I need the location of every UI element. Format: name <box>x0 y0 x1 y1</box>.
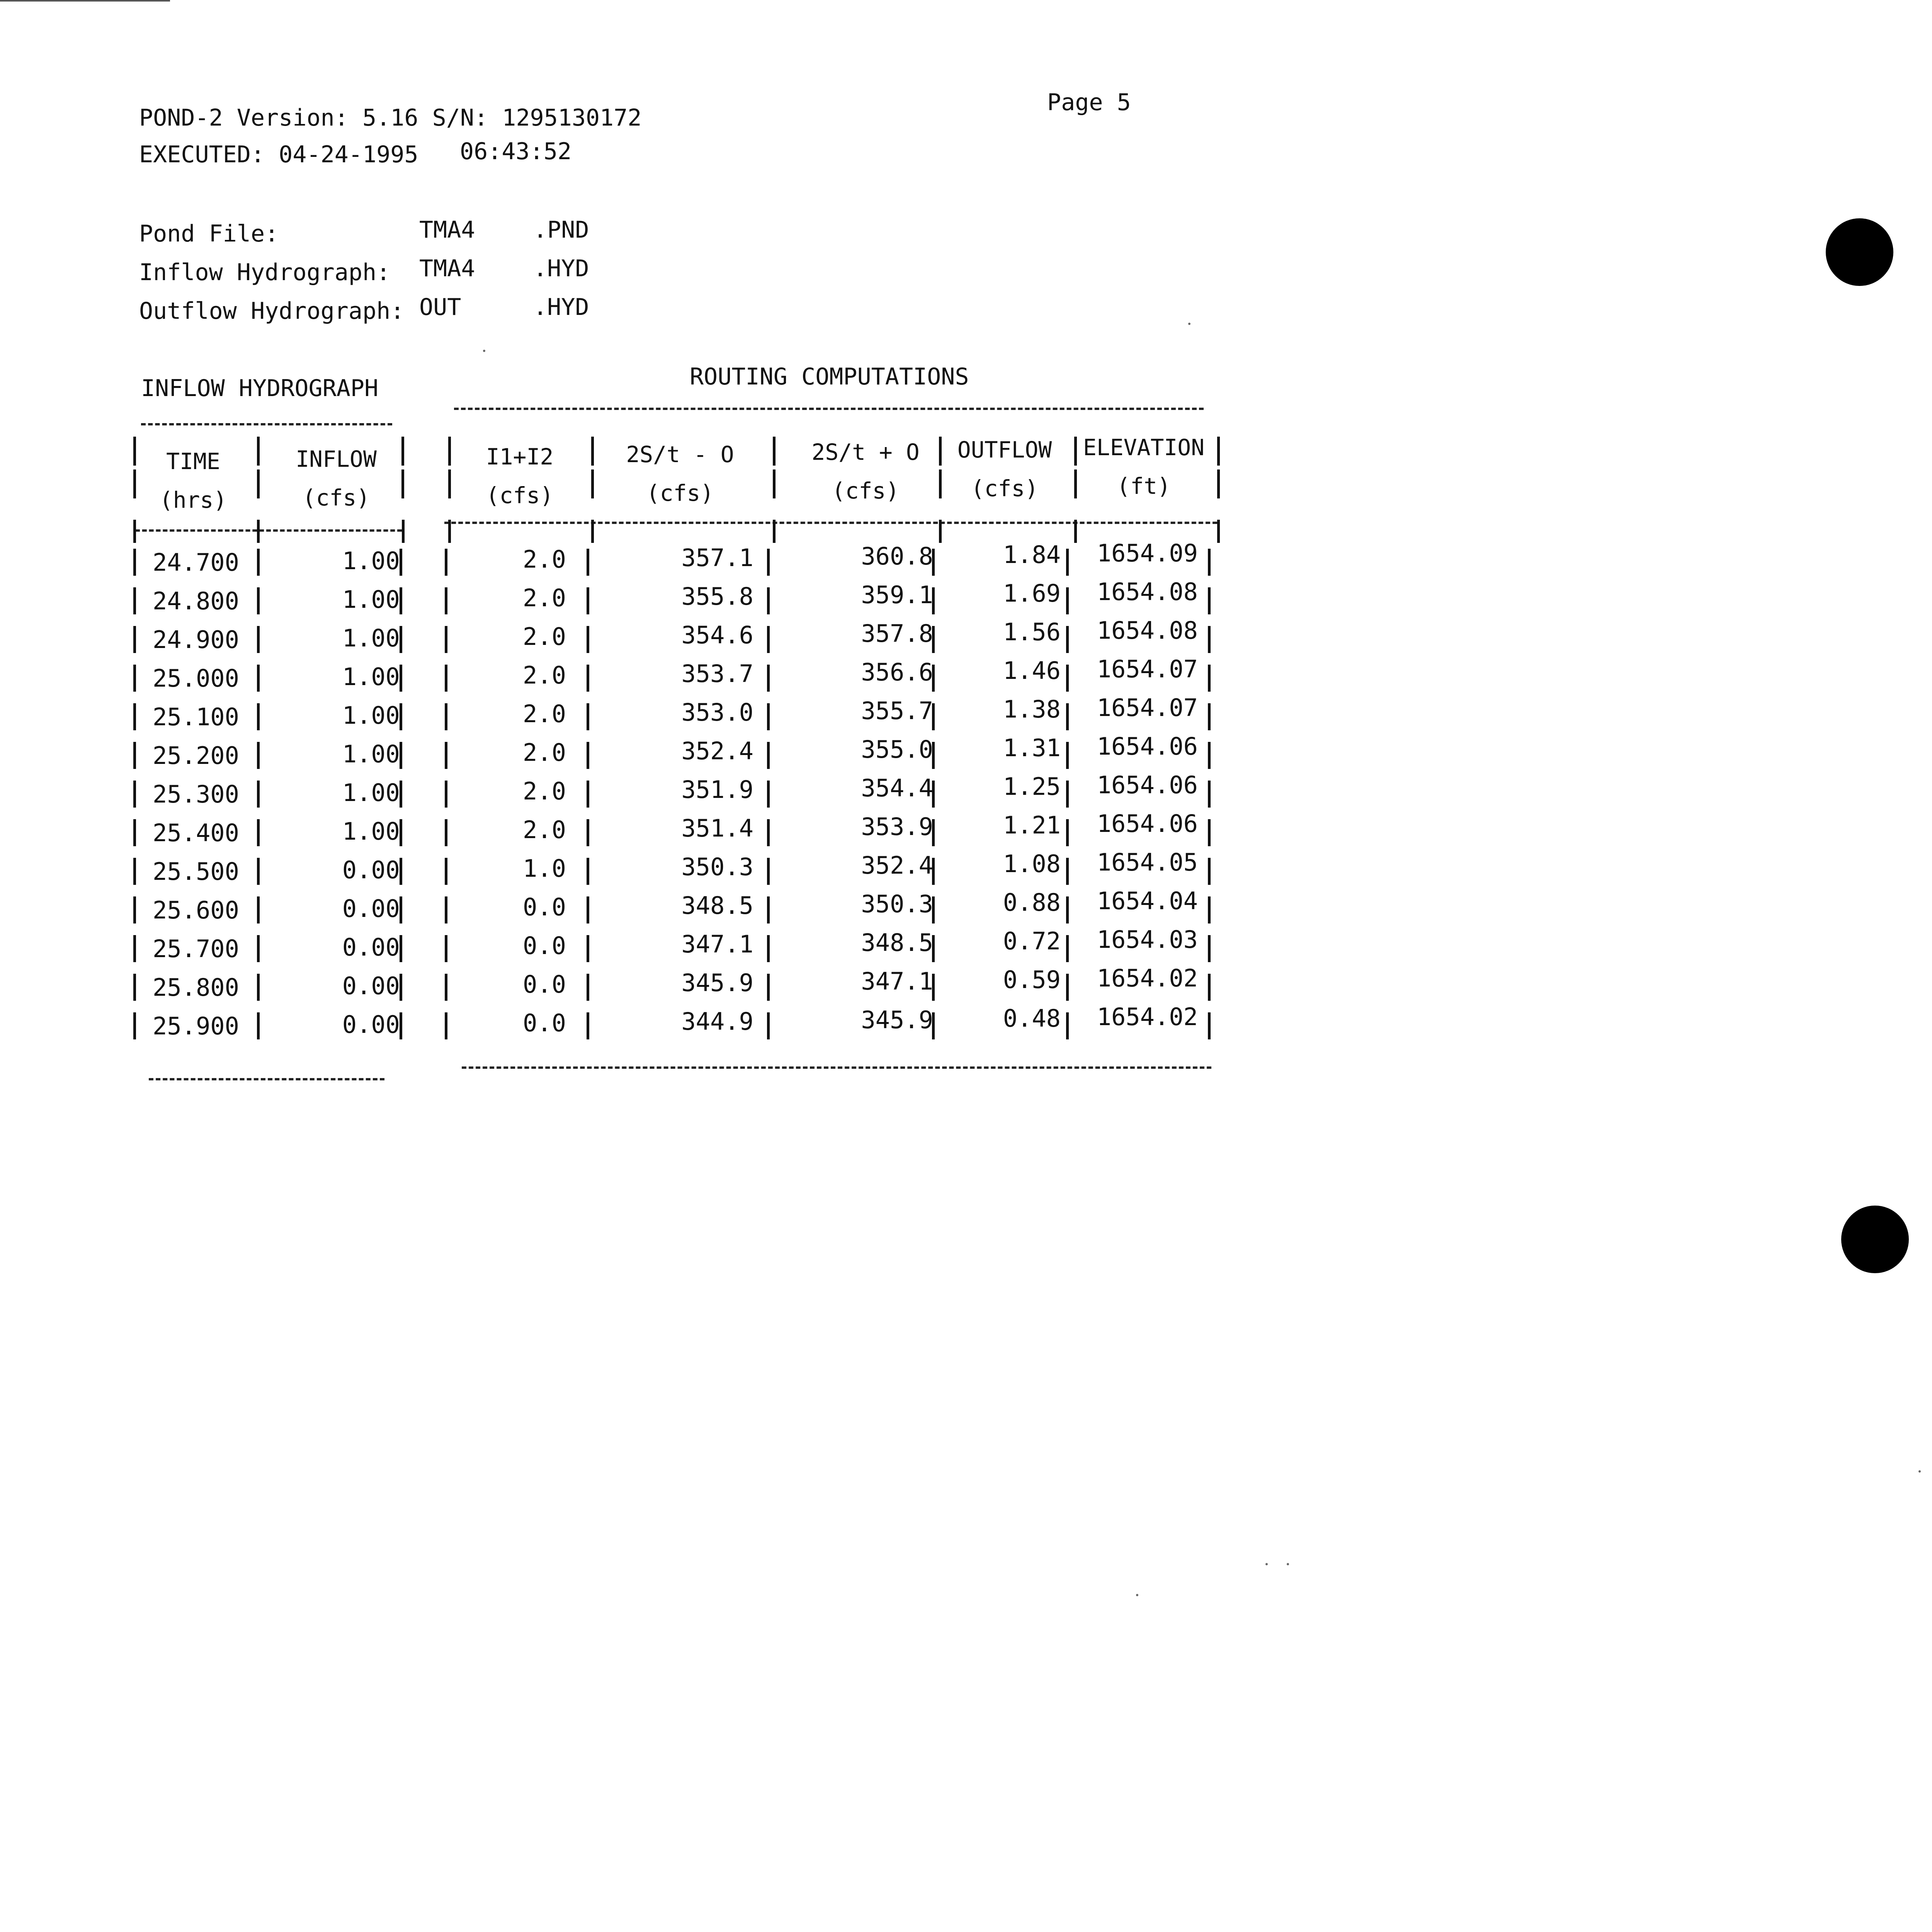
table-cell: 25.800 <box>153 973 239 1002</box>
table-cell: 2.0 <box>523 661 566 689</box>
table-cell: 351.4 <box>681 814 753 842</box>
table-cell: 351.9 <box>681 776 753 804</box>
column-divider <box>591 520 594 543</box>
table-cell: 0.00 <box>342 972 400 1000</box>
table-cell: 1654.02 <box>1097 1003 1198 1031</box>
table-cell: 1654.07 <box>1097 655 1198 683</box>
column-divider <box>1066 742 1069 769</box>
table-cell: 1.84 <box>1003 541 1061 569</box>
column-divider <box>1208 819 1211 846</box>
table-cell: 355.8 <box>681 582 753 611</box>
table-cell: 0.00 <box>342 933 400 961</box>
table-cell: 354.4 <box>861 774 933 802</box>
table-cell: 356.6 <box>861 658 933 686</box>
table-cell: 1654.06 <box>1097 810 1198 838</box>
column-header: INFLOW <box>296 446 377 472</box>
table-cell: 347.1 <box>861 967 933 995</box>
table-cell: 1654.08 <box>1097 578 1198 606</box>
speck <box>1188 323 1190 325</box>
table-cell: 1.21 <box>1003 811 1061 839</box>
table-cell: 25.700 <box>153 935 239 963</box>
program-version-line: POND-2 Version: 5.16 S/N: 1295130172 <box>139 104 642 131</box>
column-divider <box>257 587 260 614</box>
inflow-hydrograph-title: INFLOW HYDROGRAPH <box>141 375 379 402</box>
column-divider <box>1208 935 1211 962</box>
column-divider <box>257 896 260 923</box>
column-divider <box>133 587 136 614</box>
column-divider <box>1208 587 1211 614</box>
table-cell: 345.9 <box>681 969 753 997</box>
column-divider <box>773 520 776 543</box>
column-divider <box>1066 626 1069 653</box>
table-cell: 25.900 <box>153 1012 239 1040</box>
table-cell: 359.1 <box>861 581 933 609</box>
pond-file-label: Pond File: <box>139 220 279 247</box>
table-cell: 1654.07 <box>1097 694 1198 722</box>
column-unit: (ft) <box>1117 473 1171 499</box>
table-cell: 1.00 <box>342 585 400 614</box>
column-divider <box>767 858 770 885</box>
column-divider <box>767 935 770 962</box>
table-cell: 1654.02 <box>1097 964 1198 992</box>
binder-hole-middle <box>1841 1206 1909 1273</box>
inflow-bottom-rule <box>149 1078 384 1080</box>
speck <box>1918 1470 1921 1473</box>
table-cell: 350.3 <box>861 890 933 918</box>
column-divider <box>1208 858 1211 885</box>
column-divider <box>767 742 770 769</box>
speck <box>1265 1563 1268 1565</box>
pond-file-name: TMA4 <box>419 216 475 243</box>
table-cell: 353.0 <box>681 698 753 726</box>
table-cell: 1.08 <box>1003 850 1061 878</box>
table-cell: 24.800 <box>153 587 239 615</box>
column-divider <box>400 781 402 808</box>
table-cell: 25.400 <box>153 819 239 847</box>
column-divider <box>400 587 402 614</box>
column-divider <box>257 626 260 653</box>
column-divider <box>257 742 260 769</box>
column-divider <box>767 974 770 1001</box>
table-cell: 1.31 <box>1003 734 1061 762</box>
table-cell: 1654.09 <box>1097 539 1198 567</box>
column-divider <box>133 665 136 692</box>
page-number: Page 5 <box>1047 89 1131 116</box>
column-divider <box>400 549 402 576</box>
column-divider <box>1066 935 1069 962</box>
column-divider <box>257 819 260 846</box>
speck <box>1287 1563 1289 1565</box>
column-divider <box>257 665 260 692</box>
column-divider <box>1066 665 1069 692</box>
column-divider <box>1074 520 1077 543</box>
table-cell: 347.1 <box>681 930 753 958</box>
column-divider <box>1066 819 1069 846</box>
executed-date: EXECUTED: 04-24-1995 <box>139 141 418 168</box>
column-divider <box>257 549 260 576</box>
outflow-hydrograph-label: Outflow Hydrograph: <box>139 298 405 325</box>
column-divider <box>257 858 260 885</box>
column-divider <box>587 742 589 769</box>
table-cell: 25.100 <box>153 703 239 731</box>
table-cell: 25.500 <box>153 857 239 886</box>
table-cell: 350.3 <box>681 853 753 881</box>
table-cell: 0.00 <box>342 895 400 923</box>
column-divider <box>1208 703 1211 730</box>
column-divider <box>587 665 589 692</box>
scan-edge-mark <box>0 0 170 2</box>
column-unit: (cfs) <box>486 482 554 509</box>
column-divider <box>1066 896 1069 923</box>
pond-file-ext: .PND <box>533 216 589 243</box>
column-divider <box>400 896 402 923</box>
table-cell: 2.0 <box>523 622 566 651</box>
table-cell: 352.4 <box>681 737 753 765</box>
column-divider <box>767 665 770 692</box>
column-divider <box>257 781 260 808</box>
routing-computations-title: ROUTING COMPUTATIONS <box>690 363 969 390</box>
column-divider <box>587 935 589 962</box>
table-cell: 355.0 <box>861 735 933 764</box>
table-cell: 1.0 <box>523 854 566 883</box>
column-divider <box>133 703 136 730</box>
column-divider <box>767 549 770 576</box>
column-divider <box>257 1012 260 1039</box>
column-divider <box>400 935 402 962</box>
table-cell: 1.56 <box>1003 618 1061 646</box>
table-cell: 1.38 <box>1003 695 1061 723</box>
column-divider <box>133 626 136 653</box>
inflow-hydrograph-name: TMA4 <box>419 255 475 282</box>
table-cell: 357.1 <box>681 544 753 572</box>
table-cell: 0.0 <box>523 893 566 921</box>
column-divider <box>1208 549 1211 576</box>
table-cell: 2.0 <box>523 777 566 805</box>
inflow-hydrograph-label: Inflow Hydrograph: <box>139 259 391 286</box>
table-cell: 1.00 <box>342 624 400 652</box>
column-header: OUTFLOW <box>957 437 1052 463</box>
table-cell: 357.8 <box>861 619 933 648</box>
column-divider <box>1208 896 1211 923</box>
column-divider <box>587 549 589 576</box>
column-divider <box>133 935 136 962</box>
table-cell: 25.600 <box>153 896 239 924</box>
column-divider <box>400 626 402 653</box>
table-cell: 2.0 <box>523 700 566 728</box>
table-cell: 1.00 <box>342 817 400 845</box>
column-header: ELEVATION <box>1083 434 1205 461</box>
column-unit: (cfs) <box>832 478 900 504</box>
table-cell: 25.200 <box>153 742 239 770</box>
table-cell: 2.0 <box>523 738 566 767</box>
column-divider <box>257 703 260 730</box>
table-cell: 1.00 <box>342 701 400 730</box>
column-divider <box>400 819 402 846</box>
column-divider <box>767 896 770 923</box>
column-divider <box>133 781 136 808</box>
table-cell: 24.700 <box>153 548 239 577</box>
column-divider <box>1208 665 1211 692</box>
header-separator <box>135 529 402 532</box>
executed-time: 06:43:52 <box>460 138 571 165</box>
column-divider <box>400 665 402 692</box>
column-divider <box>133 858 136 885</box>
column-divider <box>402 520 405 543</box>
column-divider <box>1217 520 1220 543</box>
column-unit: (hrs) <box>159 487 227 513</box>
table-cell: 353.9 <box>861 813 933 841</box>
column-divider <box>133 974 136 1001</box>
table-cell: 1654.06 <box>1097 771 1198 799</box>
table-cell: 2.0 <box>523 584 566 612</box>
table-cell: 348.5 <box>681 891 753 920</box>
column-divider <box>400 1012 402 1039</box>
column-divider <box>400 974 402 1001</box>
column-divider <box>587 626 589 653</box>
table-cell: 355.7 <box>861 697 933 725</box>
header-separator <box>444 522 1217 524</box>
routing-top-rule <box>454 408 1204 410</box>
table-cell: 1.25 <box>1003 772 1061 801</box>
table-cell: 360.8 <box>861 542 933 570</box>
column-divider <box>1208 626 1211 653</box>
table-cell: 345.9 <box>861 1006 933 1034</box>
column-divider <box>1066 781 1069 808</box>
table-cell: 0.00 <box>342 856 400 884</box>
table-cell: 1654.05 <box>1097 848 1198 876</box>
table-cell: 25.000 <box>153 664 239 692</box>
routing-bottom-rule <box>462 1066 1211 1069</box>
outflow-hydrograph-name: OUT <box>419 294 461 321</box>
table-cell: 1.00 <box>342 740 400 768</box>
table-cell: 24.900 <box>153 626 239 654</box>
table-cell: 1.00 <box>342 547 400 575</box>
column-divider <box>1066 549 1069 576</box>
column-divider <box>767 781 770 808</box>
column-divider <box>400 742 402 769</box>
table-cell: 1654.08 <box>1097 616 1198 645</box>
column-unit: (cfs) <box>971 475 1039 502</box>
column-divider <box>257 935 260 962</box>
table-cell: 1.00 <box>342 779 400 807</box>
outflow-hydrograph-ext: .HYD <box>533 294 589 321</box>
column-divider <box>1208 1012 1211 1039</box>
column-divider <box>257 974 260 1001</box>
table-cell: 2.0 <box>523 816 566 844</box>
column-divider <box>133 896 136 923</box>
column-divider <box>767 1012 770 1039</box>
column-divider <box>1066 703 1069 730</box>
column-header: I1+I2 <box>486 444 554 470</box>
column-divider <box>400 858 402 885</box>
speck <box>1136 1594 1138 1596</box>
column-divider <box>587 974 589 1001</box>
column-divider <box>400 703 402 730</box>
column-divider <box>587 587 589 614</box>
column-divider <box>1208 781 1211 808</box>
column-divider <box>1066 858 1069 885</box>
column-divider <box>767 703 770 730</box>
column-divider <box>133 520 136 543</box>
table-cell: 25.300 <box>153 780 239 808</box>
inflow-hydrograph-ext: .HYD <box>533 255 589 282</box>
column-unit: (cfs) <box>302 485 370 511</box>
column-divider <box>448 520 451 543</box>
column-divider <box>1066 1012 1069 1039</box>
table-cell: 2.0 <box>523 545 566 573</box>
table-cell: 354.6 <box>681 621 753 649</box>
table-cell: 0.72 <box>1003 927 1061 955</box>
column-divider <box>587 1012 589 1039</box>
table-cell: 0.59 <box>1003 966 1061 994</box>
column-divider <box>767 819 770 846</box>
column-divider <box>1066 587 1069 614</box>
column-divider <box>133 819 136 846</box>
column-divider <box>133 742 136 769</box>
table-cell: 1654.06 <box>1097 732 1198 760</box>
column-header: 2S/t - O <box>626 441 734 468</box>
table-cell: 0.88 <box>1003 888 1061 917</box>
column-divider <box>587 819 589 846</box>
column-divider <box>587 703 589 730</box>
table-cell: 344.9 <box>681 1007 753 1036</box>
column-header: 2S/t + O <box>811 439 920 465</box>
table-cell: 0.0 <box>523 932 566 960</box>
speck <box>483 350 485 352</box>
table-cell: 1.69 <box>1003 579 1061 607</box>
column-divider <box>1208 742 1211 769</box>
table-cell: 0.0 <box>523 970 566 998</box>
column-divider <box>133 1012 136 1039</box>
column-divider <box>1208 974 1211 1001</box>
table-cell: 1.00 <box>342 663 400 691</box>
column-divider <box>767 587 770 614</box>
column-unit: (cfs) <box>646 480 714 506</box>
column-divider <box>587 896 589 923</box>
table-cell: 1654.04 <box>1097 887 1198 915</box>
table-cell: 353.7 <box>681 660 753 688</box>
column-divider <box>257 520 260 543</box>
binder-hole-top <box>1826 218 1893 286</box>
table-cell: 1654.03 <box>1097 925 1198 954</box>
column-divider <box>939 520 942 543</box>
column-divider <box>587 858 589 885</box>
column-header: TIME <box>166 448 220 474</box>
table-cell: 0.48 <box>1003 1004 1061 1032</box>
table-cell: 1.46 <box>1003 656 1061 685</box>
inflow-top-rule <box>141 423 392 425</box>
column-divider <box>587 781 589 808</box>
column-divider <box>133 549 136 576</box>
table-cell: 0.00 <box>342 1010 400 1039</box>
table-cell: 352.4 <box>861 851 933 879</box>
table-cell: 0.0 <box>523 1009 566 1037</box>
column-divider <box>767 626 770 653</box>
table-cell: 348.5 <box>861 929 933 957</box>
column-divider <box>1066 974 1069 1001</box>
